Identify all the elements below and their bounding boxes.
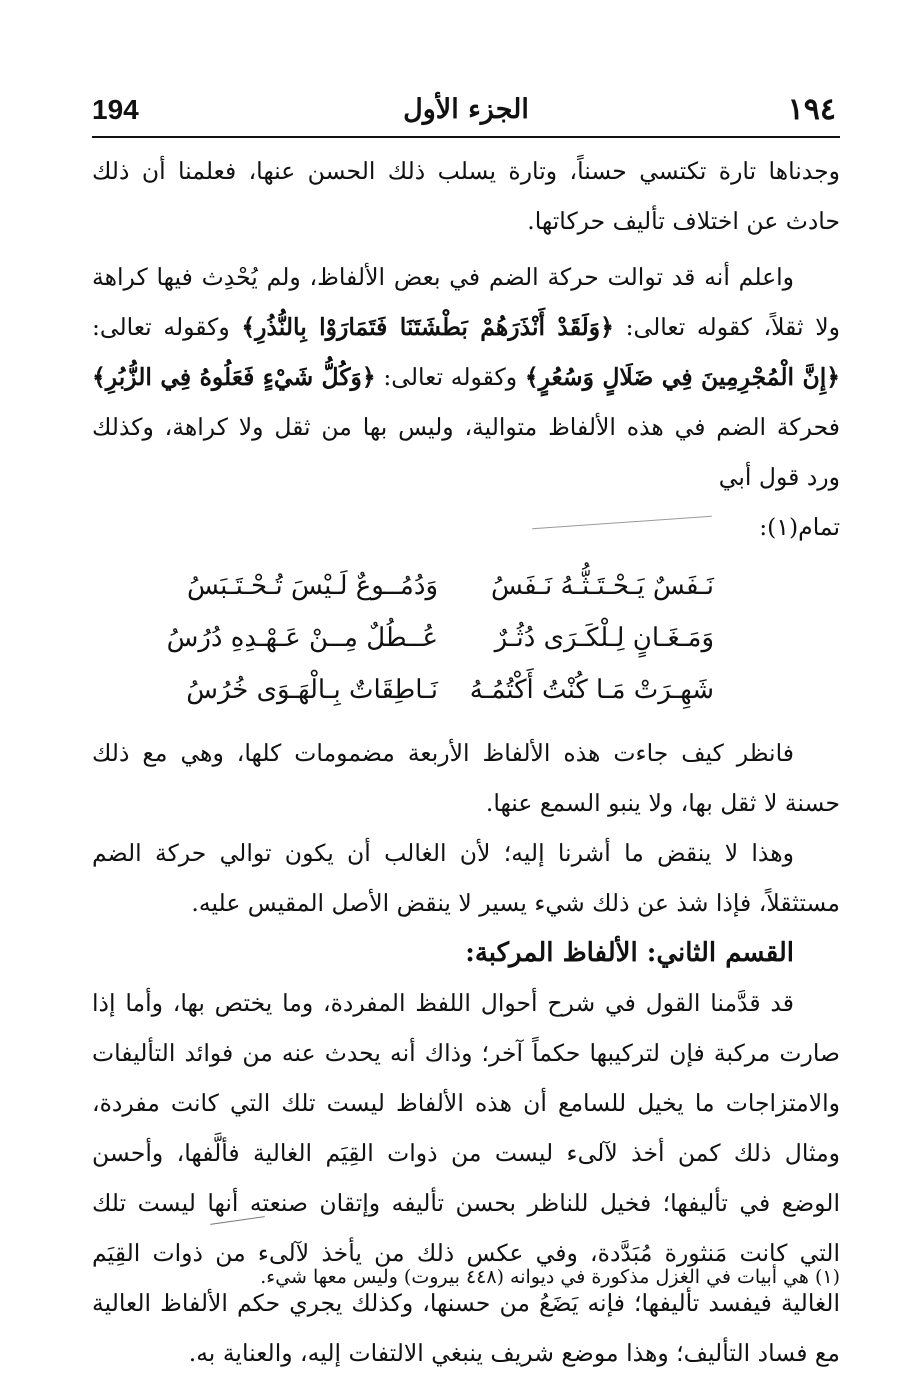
poem [92,560,840,716]
paragraph-1: وجدناها تارة تكتسي حسناً، وتارة يسلب ذلك الحسن عنها، فعلمنا أن ذلك حادث عن اختلاف تأليف حركاتها. [92,157,840,235]
poem-line-1-second-hemistich: وَدُمُــوعٌ لَـيْسَ تُـحْـتَـبَسُ [186,571,438,601]
paragraph-5: قد قدَّمنا القول في شرح أحوال اللفظ المفردة، وما يختص بها، وأما إذا صارت مركبة فإن لتركيبها حكماً آخر؛ وذاك أنه يحدث عنه من فوائد التأليفات والامتزاجات ما يخيل للسامع أن هذه الألفاظ ليست تلك التي كانت مفردة، ومثال ذلك كمن أخذ لآلىء ليست من ذوات القِيَم الغالية فألَّفها، وأحسن الوضع في تأليفها؛ فخيل للناظر بحسن تأليفه وإتقان صنعته أنها ليست تلك التي كانت مَنثورة مُبَدَّدة، وفي عكس ذلك من يأخذ لآلىء من ذوات القِيَم الغالية فيفسد تأليفها؛ فإنه يَضَعُ من حسنها، وكذلك يجري حكم الألفاظ العالية مع فساد التأليف؛ وهذا موضع شريف ينبغي الالتفات إليه، والعناية به. [92,989,840,1367]
poem-line-1-first-hemistich: نَـفَسٌ يَـحْـتَـثُّـهُ نَـفَسُ [491,571,714,601]
paragraph-2-text-c: وكقوله تعالى: [375,363,525,391]
abu-tammam-line [92,502,840,552]
stray-pen-mark [532,516,712,530]
quran-verse-1: ﴿وَلَقَدْ أَنْذَرَهُمْ بَطْشَتَنَا فَتَمَارَوْا بِالنُّذُرِ﴾ [241,313,614,341]
abu-tammam-label: تمام(١): [759,513,840,541]
page-body [92,146,840,1378]
paragraph-4: وهذا لا ينقض ما أشرنا إليه؛ لأن الغالب أن يكون توالي حركة الضم مستثقلاً، فإذا شذ عن ذلك شيء يسير لا ينقض الأصل المقيس عليه. [92,839,840,917]
paragraph-3: فانظر كيف جاءت هذه الألفاظ الأربعة مضمومات كلها، وهي مع ذلك حسنة لا ثقل بها، ولا ينبو السمع عنها. [92,739,840,817]
poem-line-3-second-hemistich: نَـاطِقَاتٌ بِـالْهَـوَى خُرُسُ [186,675,438,705]
paragraph-2-text-a: واعلم أنه قد توالت حركة الضم في بعض الألفاظ، ولم يُحْدِث فيها كراهة ولا ثقلاً، كقوله تعالى: [92,263,841,341]
page-header [92,92,840,138]
quran-verse-2: ﴿إِنَّ الْمُجْرِمِينَ فِي ضَلَالٍ وَسُعُرٍ﴾ [524,363,840,391]
paragraph-2-text-d: فحركة الضم في هذه الألفاظ متوالية، وليس بها من ثقل ولا كراهة، وكذلك ورد قول أبي [92,413,840,491]
section-title: القسم الثاني: الألفاظ المركبة: [465,938,794,968]
paragraph-2-text-b: وكقوله تعالى: [92,313,242,341]
page-number-arabic: ١٩٤ [787,92,836,127]
paragraph-2 [92,252,840,502]
footnote: (١) هي أبيات في الغزل مذكورة في ديوانه (٤٤٨ بيروت) وليس معها شيء. [260,1266,840,1288]
page-number-latin: 194 [92,94,139,125]
poem-line-3-first-hemistich: شَهِـرَتْ مَـا كُنْتُ أَكْتُمُـهُ [469,675,714,705]
poem-line-2-first-hemistich: وَمَـغَـانٍ لِـلْكَـرَى دُثُـرٌ [494,623,714,653]
poem-line-2-second-hemistich: عُــطُلٌ مِــنْ عَـهْـدِهِ دُرُسُ [166,623,438,653]
quran-verse-3: ﴿وَكُلُّ شَيْءٍ فَعَلُوهُ فِي الزُّبُرِ﴾ [92,363,376,391]
running-title: الجزء الأول [403,94,529,125]
